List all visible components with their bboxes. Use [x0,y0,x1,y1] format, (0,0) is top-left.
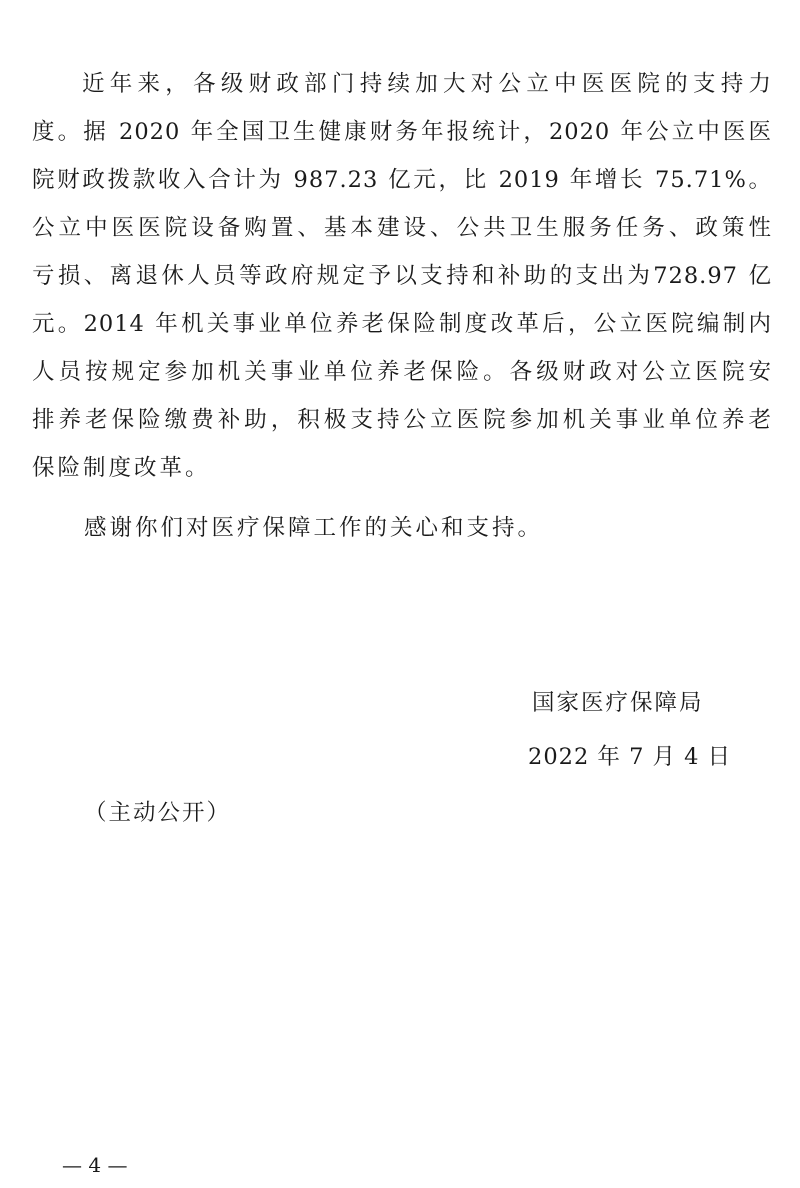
paragraph-1-line-1: 近年来，各级财政部门持续加大对公立中医医院的支持力 [82,71,772,97]
paragraph-1-line-9: 保险制度改革。 [32,455,211,481]
paragraph-1-line-8: 排养老保险缴费补助，积极支持公立医院参加机关事业单位养老 [32,407,772,433]
paragraph-1-line-4: 公立中医医院设备购置、基本建设、公共卫生服务任务、政策性 [32,215,772,241]
paragraph-1-line-5: 亏损、离退休人员等政府规定予以支持和补助的支出为728.97 亿 [32,263,772,289]
paragraph-1-line-3: 院财政拨款收入合计为 987.23 亿元，比 2019 年增长 75.71%。 [32,167,772,193]
signature-date: 2022 年 7 月 4 日 [528,744,732,770]
page-number: — 4 — [62,1153,128,1177]
disclosure-note: （主动公开） [84,800,232,826]
paragraph-1-line-6: 元。2014 年机关事业单位养老保险制度改革后，公立医院编制内 [32,311,772,337]
paragraph-1-line-7: 人员按规定参加机关事业单位养老保险。各级财政对公立医院安 [32,359,772,385]
paragraph-1-line-2: 度。据 2020 年全国卫生健康财务年报统计，2020 年公立中医医 [32,119,772,145]
paragraph-2: 感谢你们对医疗保障工作的关心和支持。 [84,515,544,541]
signature-organization: 国家医疗保障局 [532,690,704,716]
